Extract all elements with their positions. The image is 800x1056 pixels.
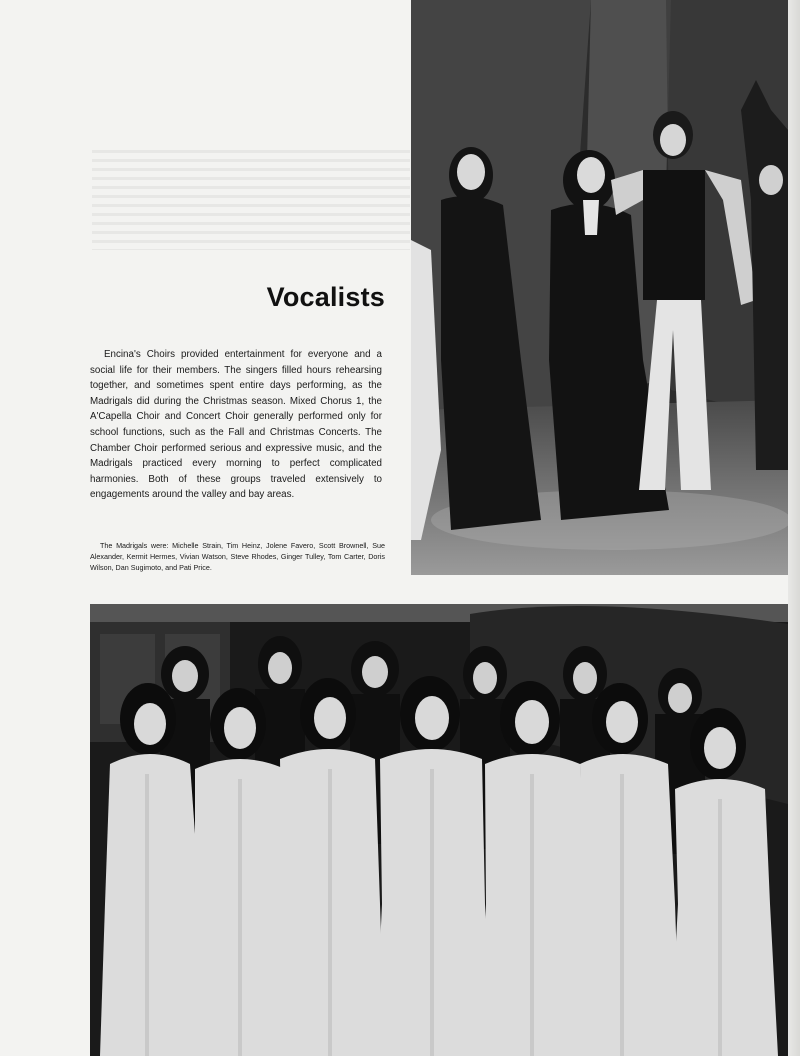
stage-performance-photo	[411, 0, 788, 575]
madrigals-group-photo	[90, 604, 788, 1056]
page-title: Vocalists	[266, 282, 385, 312]
stage-performance-illustration	[411, 0, 788, 575]
madrigals-group-illustration	[90, 604, 788, 1056]
bleed-through-text	[92, 150, 410, 250]
article-body: Encina's Choirs provided entertainment for everyone and a social life for their members. The singers filled hours rehearsing together, and sometimes spent entire days performing, as the Madrigals did during the Christmas season. Mixed Chorus 1, the A'Capella Choir and Concert Choir generally performed only for school functions, such as the Fall and Christmas Concerts. The Chamber Choir performed serious and expressive music, and the Madrigals practiced every morning to perfect complicated harmonies. Both of these groups traveled extensively to engagements around the valley and bay areas.	[90, 349, 382, 501]
photo-caption: The Madrigals were: Michelle Strain, Tim Heinz, Jolene Favero, Scott Brownell, Sue Alexander, Kermit Hermes, Vivian Watson, Steve Rhodes, Ginger Tulley, Tom Carter, Doris Wilson, Dan Sugimoto, and Pati Price.	[90, 541, 385, 572]
page-edge	[788, 0, 800, 1056]
